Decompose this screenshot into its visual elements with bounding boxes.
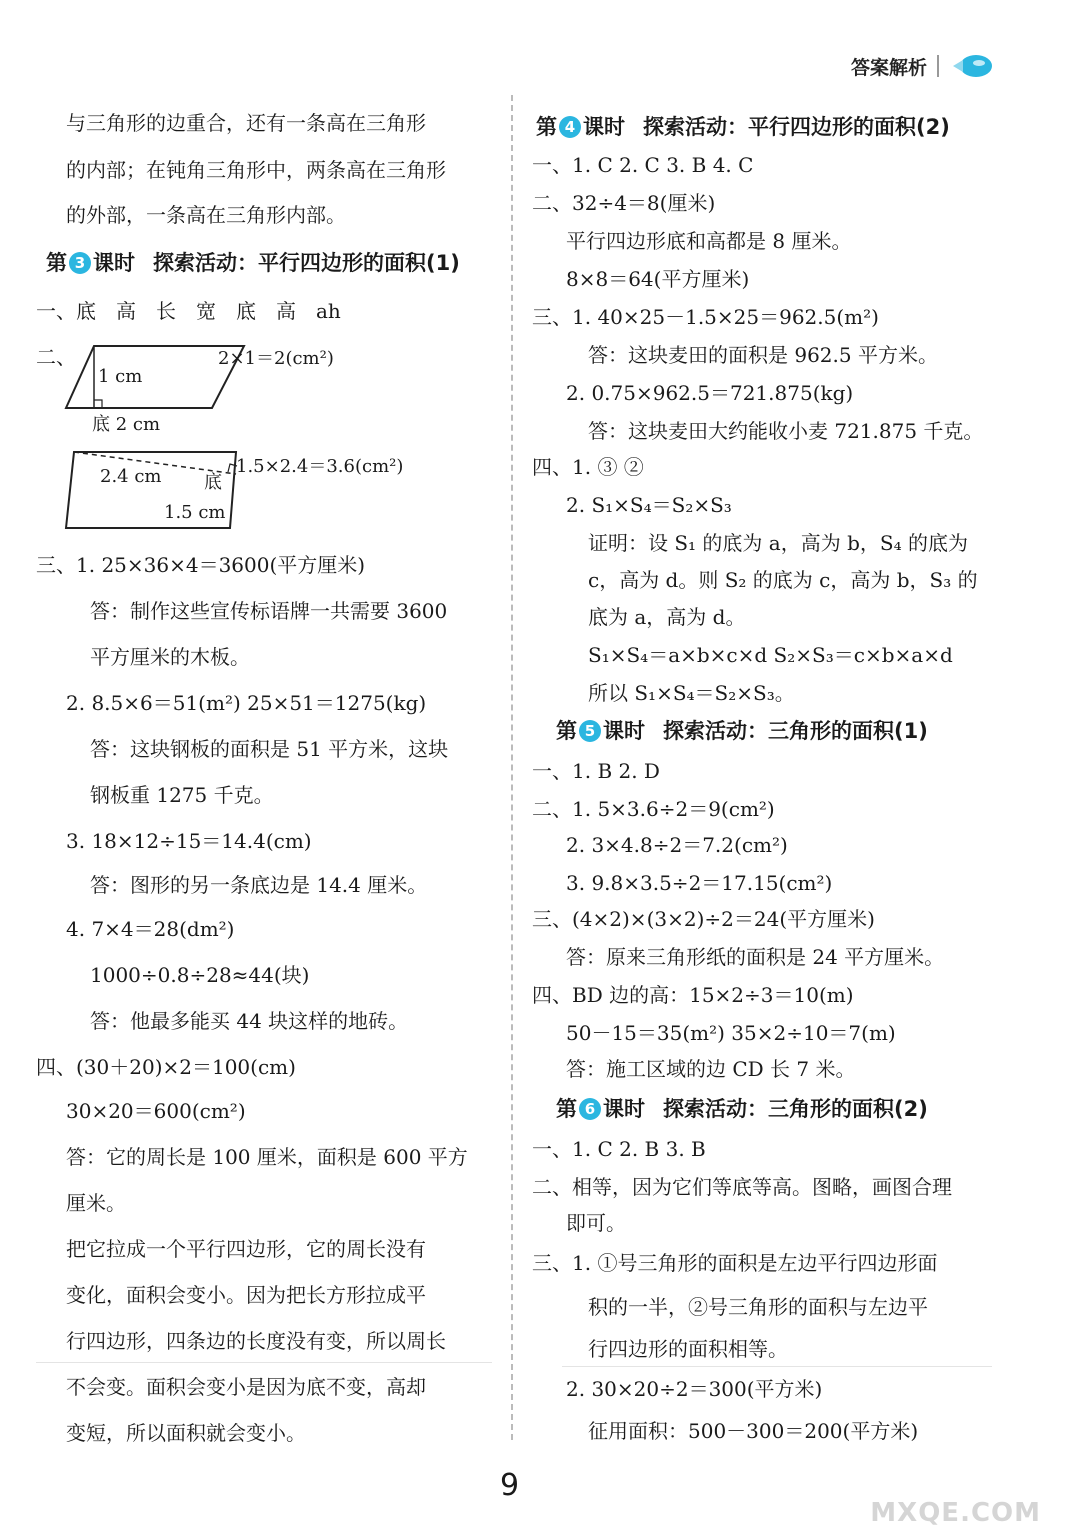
answer-line: 答：这块麦田的面积是 962.5 平方米。 bbox=[588, 343, 938, 367]
lesson-title: 探索活动：三角形的面积(1) bbox=[663, 719, 928, 743]
answer-line: 答：这块麦田大约能收小麦 721.875 千克。 bbox=[588, 419, 984, 443]
answer-line: 行四边形，四条边的长度没有变，所以周长 bbox=[66, 1329, 446, 1353]
answer-line: 四、1. ③ ② bbox=[532, 455, 644, 479]
answer-line: c，高为 d。则 S₂ 的底为 c，高为 b，S₃ 的 bbox=[588, 568, 978, 592]
answer-line: 2. 0.75×962.5＝721.875(kg) bbox=[566, 381, 854, 405]
header-logo-icon bbox=[949, 52, 995, 80]
answer-line: 二、相等，因为它们等底等高。图略，画图合理 bbox=[532, 1175, 952, 1199]
header-divider bbox=[937, 55, 939, 77]
answer-line: 行四边形的面积相等。 bbox=[588, 1337, 788, 1361]
answer-line: 证明：设 S₁ 的底为 a，高为 b，S₄ 的底为 bbox=[588, 531, 968, 555]
parallelogram-figure-2 bbox=[64, 446, 254, 536]
answer-line: 二、32÷4＝8(厘米) bbox=[532, 191, 716, 215]
intro-line: 的外部，一条高在三角形内部。 bbox=[66, 203, 346, 227]
answer-line: S₁×S₄＝a×b×c×d S₂×S₃＝c×b×a×d bbox=[588, 643, 953, 667]
lesson-number-badge: 4 bbox=[559, 116, 581, 138]
lesson-suffix: 课时 bbox=[93, 251, 135, 275]
fig1-height-label: 1 cm bbox=[98, 366, 143, 387]
lesson4-heading bbox=[536, 112, 950, 142]
answer-line: 答：他最多能买 44 块这样的地砖。 bbox=[90, 1009, 409, 1033]
answer-line: 积的一半，②号三角形的面积与左边平 bbox=[588, 1295, 928, 1319]
lesson-suffix: 课时 bbox=[603, 1097, 645, 1121]
divider-rule bbox=[36, 1362, 492, 1363]
answer-line: 2. S₁×S₄＝S₂×S₃ bbox=[566, 493, 732, 517]
question-label: 二、 bbox=[36, 345, 76, 369]
divider-rule bbox=[562, 1366, 992, 1367]
answer-line: 1000÷0.8÷28≈44(块) bbox=[90, 963, 310, 987]
answer-line: 答：它的周长是 100 厘米，面积是 600 平方 bbox=[66, 1145, 468, 1169]
answer-line: 一、1. C 2. C 3. B 4. C bbox=[532, 153, 754, 177]
lesson-title: 探索活动：平行四边形的面积(1) bbox=[153, 251, 460, 275]
lesson-title: 探索活动：平行四边形的面积(2) bbox=[643, 115, 950, 139]
answer-line: 一、1. C 2. B 3. B bbox=[532, 1137, 706, 1161]
lesson-number-badge: 6 bbox=[579, 1098, 601, 1120]
page-header bbox=[851, 52, 995, 80]
watermark-text: MXQE.COM bbox=[870, 1498, 1041, 1528]
answer-line: 2. 30×20÷2＝300(平方米) bbox=[566, 1377, 823, 1401]
lesson3-heading bbox=[46, 248, 460, 278]
answer-line: 一、底 高 长 宽 底 高 ah bbox=[36, 299, 341, 323]
answer-line: 答：图形的另一条底边是 14.4 厘米。 bbox=[90, 873, 428, 897]
lesson-number-badge: 3 bbox=[69, 252, 91, 274]
answer-line: 3. 18×12÷15＝14.4(cm) bbox=[66, 829, 312, 853]
column-divider bbox=[511, 95, 513, 1440]
fig2-base-label: 底 bbox=[204, 472, 222, 493]
answer-line: 三、1. 25×36×4＝3600(平方厘米) bbox=[36, 553, 366, 577]
lesson-prefix: 第 bbox=[46, 251, 67, 275]
answer-line: 答：这块钢板的面积是 51 平方米，这块 bbox=[90, 737, 449, 761]
lesson-prefix: 第 bbox=[536, 115, 557, 139]
answer-line: 把它拉成一个平行四边形，它的周长没有 bbox=[66, 1237, 426, 1261]
lesson5-heading bbox=[556, 716, 928, 746]
lesson-suffix: 课时 bbox=[603, 719, 645, 743]
answer-line: 底为 a，高为 d。 bbox=[588, 605, 746, 629]
answer-line: 2. 3×4.8÷2＝7.2(cm²) bbox=[566, 833, 788, 857]
lesson6-heading bbox=[556, 1094, 928, 1124]
fig2-side-label: 2.4 cm bbox=[100, 466, 162, 487]
intro-line: 的内部；在钝角三角形中，两条高在三角形 bbox=[66, 158, 446, 182]
answer-line: 四、(30＋20)×2＝100(cm) bbox=[36, 1055, 296, 1079]
answer-line: 4. 7×4＝28(dm²) bbox=[66, 917, 235, 941]
lesson-number-badge: 5 bbox=[579, 720, 601, 742]
header-title: 答案解析 bbox=[850, 56, 927, 79]
page-number: 9 bbox=[500, 1468, 520, 1503]
answer-line: 2. 8.5×6＝51(m²) 25×51＝1275(kg) bbox=[66, 691, 427, 715]
watermark bbox=[865, 1448, 1045, 1528]
answer-line: 答：原来三角形纸的面积是 24 平方厘米。 bbox=[566, 945, 945, 969]
lesson-prefix: 第 bbox=[556, 719, 577, 743]
intro-line: 与三角形的边重合，还有一条高在三角形 bbox=[66, 111, 426, 135]
answer-line: 3. 9.8×3.5÷2＝17.15(cm²) bbox=[566, 871, 833, 895]
lesson-title: 探索活动：三角形的面积(2) bbox=[663, 1097, 928, 1121]
answer-line: 30×20＝600(cm²) bbox=[66, 1099, 246, 1123]
answer-line: 三、1. 40×25－1.5×25＝962.5(m²) bbox=[532, 305, 879, 329]
answer-line: 四、BD 边的高：15×2÷3＝10(m) bbox=[532, 983, 854, 1007]
answer-line: 变短，所以面积就会变小。 bbox=[66, 1421, 306, 1445]
answer-line: 三、1. ①号三角形的面积是左边平行四边形面 bbox=[532, 1251, 938, 1275]
lesson-suffix: 课时 bbox=[583, 115, 625, 139]
answer-line: 8×8＝64(平方厘米) bbox=[566, 267, 750, 291]
fig1-formula: 2×1＝2(cm²) bbox=[218, 348, 334, 369]
answer-line: 厘米。 bbox=[66, 1191, 126, 1215]
answer-line: 二、1. 5×3.6÷2＝9(cm²) bbox=[532, 797, 775, 821]
answer-line: 答：施工区域的边 CD 长 7 米。 bbox=[566, 1057, 856, 1081]
lesson-prefix: 第 bbox=[556, 1097, 577, 1121]
fig2-formula: 1.5×2.4＝3.6(cm²) bbox=[236, 456, 404, 477]
answer-line: 征用面积：500－300＝200(平方米) bbox=[588, 1419, 919, 1443]
fig2-height-label: 1.5 cm bbox=[164, 502, 226, 523]
answer-line: 不会变。面积会变小是因为底不变，高却 bbox=[66, 1375, 426, 1399]
answer-line: 变化，面积会变小。因为把长方形拉成平 bbox=[66, 1283, 426, 1307]
answer-line: 三、(4×2)×(3×2)÷2＝24(平方厘米) bbox=[532, 907, 875, 931]
answer-line: 即可。 bbox=[566, 1211, 626, 1235]
answer-line: 平行四边形底和高都是 8 厘米。 bbox=[566, 229, 852, 253]
answer-line: 50－15＝35(m²) 35×2÷10＝7(m) bbox=[566, 1021, 896, 1045]
answer-line: 平方厘米的木板。 bbox=[90, 645, 250, 669]
answer-line: 钢板重 1275 千克。 bbox=[90, 783, 274, 807]
answer-line: 一、1. B 2. D bbox=[532, 759, 660, 783]
fig1-base-label: 底 2 cm bbox=[92, 414, 161, 435]
answer-line: 答：制作这些宣传标语牌一共需要 3600 bbox=[90, 599, 448, 623]
answer-line: 所以 S₁×S₄＝S₂×S₃。 bbox=[588, 681, 795, 705]
